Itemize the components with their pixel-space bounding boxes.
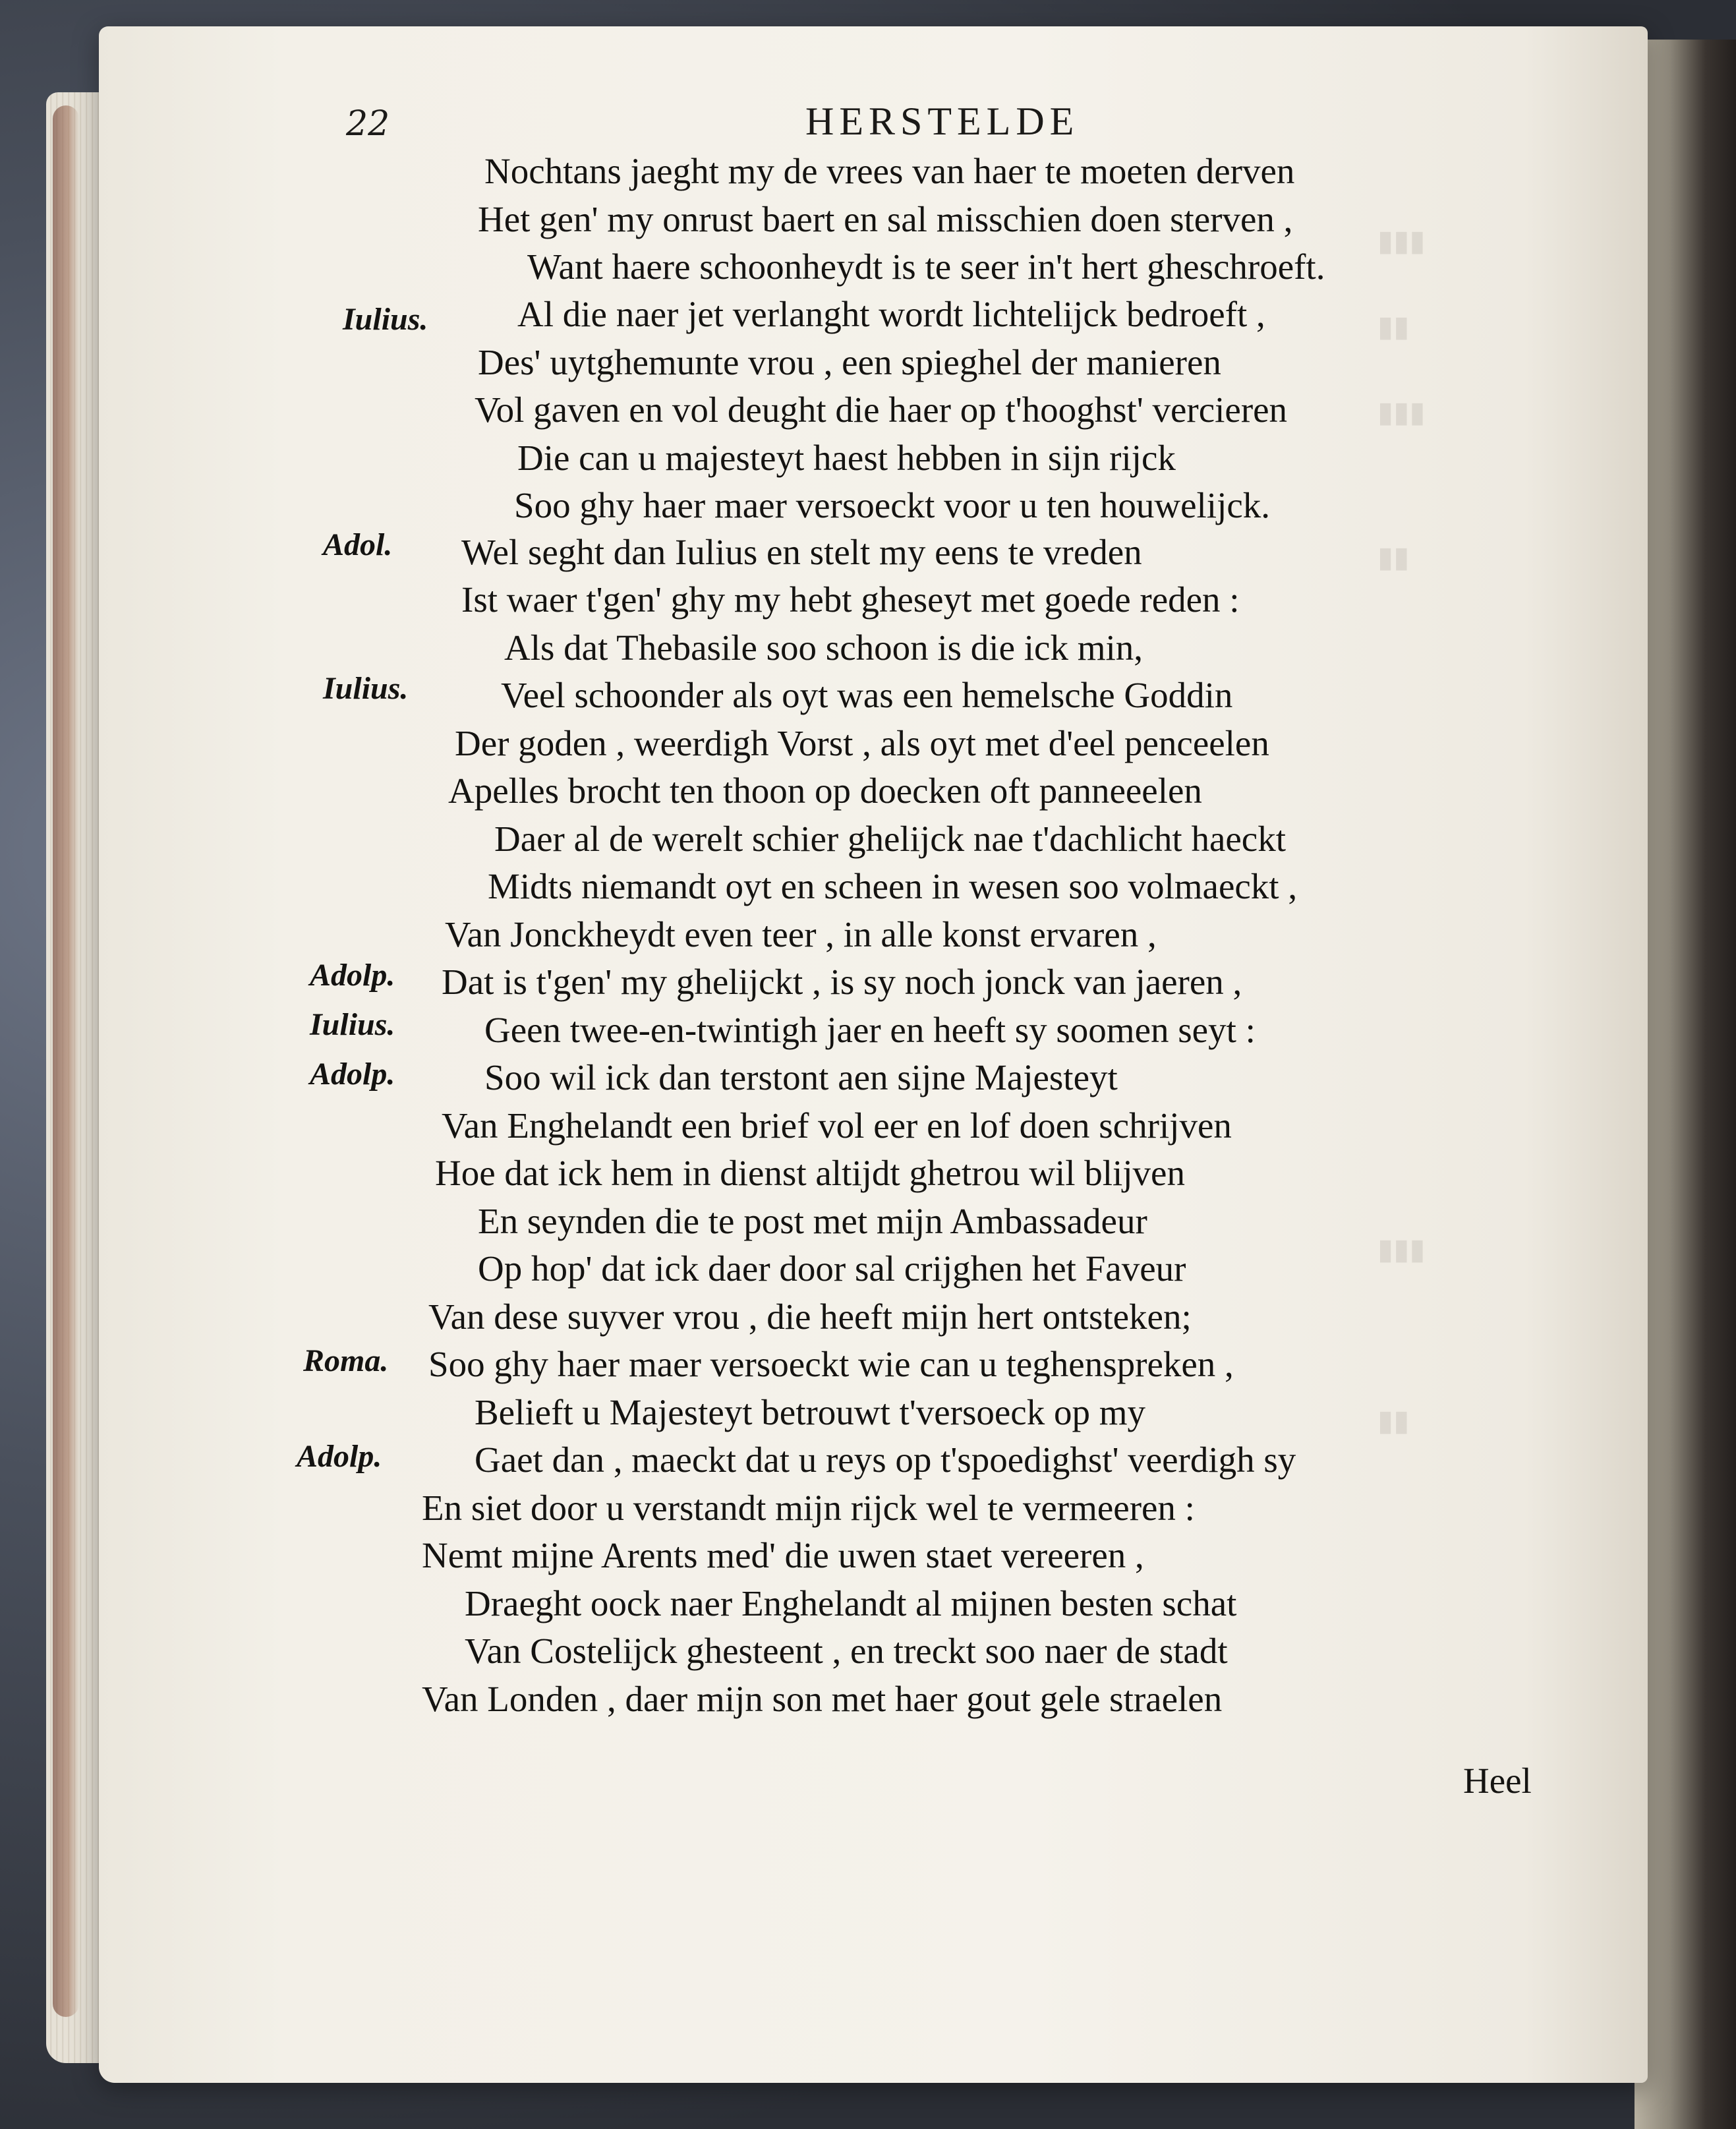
verse-line: Ist waer t'gen' ghy my hebt gheseyt met goede reden : <box>461 579 1240 620</box>
speaker-label: Adolp. <box>310 1057 395 1092</box>
verse-line: Geen twee-en-twintigh jaer en heeft sy soomen seyt : <box>484 1010 1256 1050</box>
verse-line: Draeght oock naer Enghelandt al mijnen besten schat <box>465 1583 1237 1623</box>
bleed-through-mark: ▮▮ <box>1377 310 1410 343</box>
verse-line: Want haere schoonheydt is te seer in't hert gheschroeft. <box>527 247 1325 287</box>
verse-line: En seynden die te post met mijn Ambassadeur <box>478 1201 1147 1241</box>
verse-line: Als dat Thebasile soo schoon is die ick min, <box>504 627 1143 668</box>
verse-line: Wel seght dan Iulius en stelt my eens te vreden <box>461 532 1142 572</box>
verse-line: Van Londen , daer mijn son met haer gout gele straelen <box>422 1679 1223 1719</box>
verse-line: Die can u majesteyt haest hebben in sijn rijck <box>517 438 1176 478</box>
verse-line: Soo ghy haer maer versoeckt wie can u teghenspreken , <box>428 1344 1234 1384</box>
verse-line: Al die naer jet verlanght wordt lichtelijck bedroeft , <box>517 294 1265 334</box>
verse-line: Van Enghelandt een brief vol eer en lof doen schrijven <box>442 1105 1232 1146</box>
catchword: Heel <box>1463 1761 1532 1801</box>
verse-line: Nemt mijne Arents med' die uwen staet vereeren , <box>422 1535 1144 1575</box>
bleed-through-mark: ▮▮ <box>1377 540 1410 574</box>
verse-line: Des' uytghemunte vrou , een spieghel der manieren <box>478 342 1221 382</box>
running-head: HERSTELDE <box>805 100 1080 143</box>
verse-line: Veel schoonder als oyt was een hemelsche Goddin <box>501 675 1233 715</box>
verse-line: Vol gaven en vol deught die haer op t'hooghst' vercieren <box>475 390 1288 430</box>
page-number: 22 <box>346 104 390 144</box>
speaker-label: Adolp. <box>310 958 395 993</box>
verse-line: Soo wil ick dan terstont aen sijne Majesteyt <box>484 1057 1118 1097</box>
verse-line: Op hop' dat ick daer door sal crijghen het Faveur <box>478 1248 1186 1289</box>
verse-line: En siet door u verstandt mijn rijck wel te vermeeren : <box>422 1488 1195 1528</box>
speaker-label: Iulius. <box>343 302 428 337</box>
verse-line: Der goden , weerdigh Vorst , als oyt met d'eel penceelen <box>455 723 1269 763</box>
verse-line: Gaet dan , maeckt dat u reys op t'spoedighst' veerdigh sy <box>475 1440 1296 1480</box>
speaker-label: Adolp. <box>297 1439 382 1474</box>
verse-line: Soo ghy haer maer versoeckt voor u ten houwelijck. <box>514 485 1271 525</box>
bleed-through-mark: ▮▮ <box>1377 1404 1410 1438</box>
verse-line: Daer al de werelt schier ghelijck nae t'dachlicht haeckt <box>494 819 1286 859</box>
verse-line: Nochtans jaeght my de vrees van haer te moeten derven <box>484 151 1295 191</box>
bleed-through-mark: ▮▮▮ <box>1377 1233 1426 1266</box>
speaker-label: Adol. <box>323 527 393 562</box>
verse-line: Hoe dat ick hem in dienst altijdt ghetrou wil blijven <box>435 1153 1185 1193</box>
verse-line: Belieft u Majesteyt betrouwt t'versoeck op my <box>475 1392 1145 1432</box>
speaker-label: Iulius. <box>323 671 409 706</box>
speaker-label: Iulius. <box>310 1007 395 1042</box>
verse-line: Van Costelijck ghesteent , en treckt soo naer de stadt <box>465 1631 1228 1671</box>
verse-line: Apelles brocht ten thoon op doecken oft panneeelen <box>448 771 1202 811</box>
speaker-label: Roma. <box>303 1343 389 1378</box>
bleed-through-mark: ▮▮▮ <box>1377 224 1426 258</box>
verse-line: Midts niemandt oyt en scheen in wesen soo volmaeckt , <box>488 866 1298 906</box>
verse-line: Van dese suyver vrou , die heeft mijn hert ontsteken; <box>428 1297 1192 1337</box>
verse-line: Van Jonckheydt even teer , in alle konst ervaren , <box>445 914 1157 954</box>
bleed-through-mark: ▮▮▮ <box>1377 395 1426 429</box>
verse-line: Het gen' my onrust baert en sal misschien doen sterven , <box>478 199 1293 239</box>
verse-line: Dat is t'gen' my ghelijckt , is sy noch jonck van jaeren , <box>442 962 1242 1002</box>
